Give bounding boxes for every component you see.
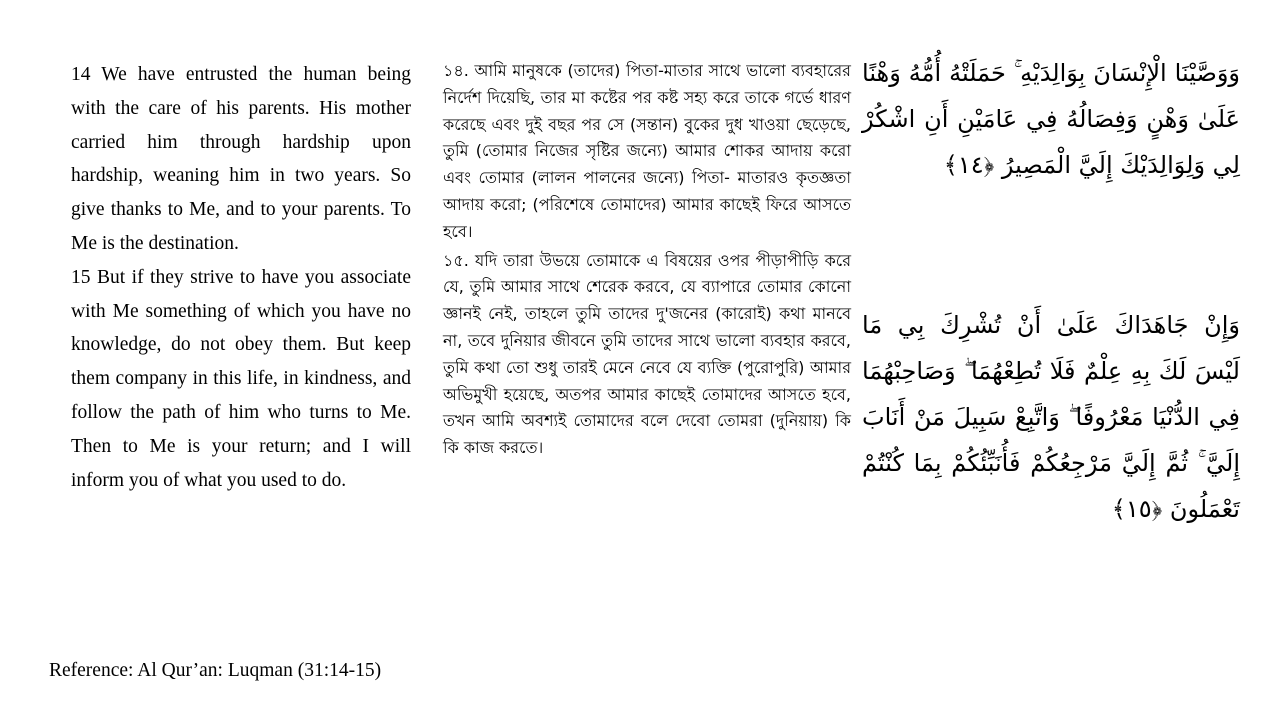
english-verse-15: 15 But if they strive to have you associate with Me something of which you have no knowledge, do not obey them. But keep them company in this life, in kindness, and follow the path of him who turns to Me. Then to Me is your return; and I will inform you of what you used to do.: [71, 266, 411, 491]
english-verse-14: 14 We have entrusted the human being with the care of his parents. His mother carried him through hardship upon hardship, weaning him in two years. So give thanks to Me, and to your parents. To Me is the destination.: [71, 64, 411, 254]
bengali-verse-15: ১৫. যদি তারা উভয়ে তোমাকে এ বিষয়ের ওপর পীড়াপীড়ি করে যে, তুমি আমার সাথে শেরেক করবে, যে ব্যাপারে তোমার কোনো জ্ঞানই নেই, তাহলে তুমি তাদের দু'জনের (কারোই) কথা মানবে না, তবে দুনিয়ার জীবনে তুমি তাদের সাথে ভালো ব্যবহার করবে, তুমি কথা তো শুধু তারই মেনে নেবে যে ব্যক্তি (পুরোপুরি) আমার অভিমুখী হয়েছে, অতপর আমার কাছেই তোমাদের আসতে হবে, তখন আমি অবশ্যই তোমাদের বলে দেবো তোমরা (দুনিয়ায়) কি কি কাজ করতে।: [443, 250, 851, 458]
english-translation: [71, 58, 411, 497]
bengali-verse-14: ১৪. আমি মানুষকে (তাদের) পিতা-মাতার সাথে ভালো ব্যবহারের নির্দেশ দিয়েছি, তার মা কষ্টের পর কষ্ট সহ্য করে তাকে গর্ভে ধারণ করেছে এবং দুই বছর পর সে (সন্তান) বুকের দুধ খাওয়া ছেড়েছে, তুমি (তোমার নিজের সৃষ্টির জন্যে) আমার শোকর আদায় করো এবং তোমার (লালন পালনের জন্যে) পিতা- মাতারও কৃতজ্ঞতা আদায় করো; (পরিশেষে তোমাদের) আমার কাছেই ফিরে আসতে হবে।: [443, 61, 851, 241]
reference-citation: Reference: Al Qur’an: Luqman (31:14-15): [49, 660, 382, 681]
arabic-verse-15: وَإِنْ جَاهَدَاكَ عَلَىٰ أَنْ تُشْرِكَ بِي مَا لَيْسَ لَكَ بِهِ عِلْمٌ فَلَا تُطِعْهُمَا ۖ وَصَاحِبْهُمَا فِي الدُّنْيَا مَعْرُوفًا ۖ وَاتَّبِعْ سَبِيلَ مَنْ أَنَابَ إِلَيَّ ۚ ثُمَّ إِلَيَّ مَرْجِعُكُمْ فَأُنَبِّئُكُمْ بِمَا كُنْتُمْ تَعْمَلُونَ ﴿١٥﴾: [862, 311, 1240, 523]
arabic-verse-14: وَوَصَّيْنَا الْإِنْسَانَ بِوَالِدَيْهِ ۚ حَمَلَتْهُ أُمُّهُ وَهْنًا عَلَىٰ وَهْنٍ وَفِصَالُهُ فِي عَامَيْنِ أَنِ اشْكُرْ لِي وَلِوَالِدَيْكَ إِلَيَّ الْمَصِيرُ ﴿١٤﴾: [862, 59, 1240, 179]
bengali-translation: [443, 58, 851, 462]
